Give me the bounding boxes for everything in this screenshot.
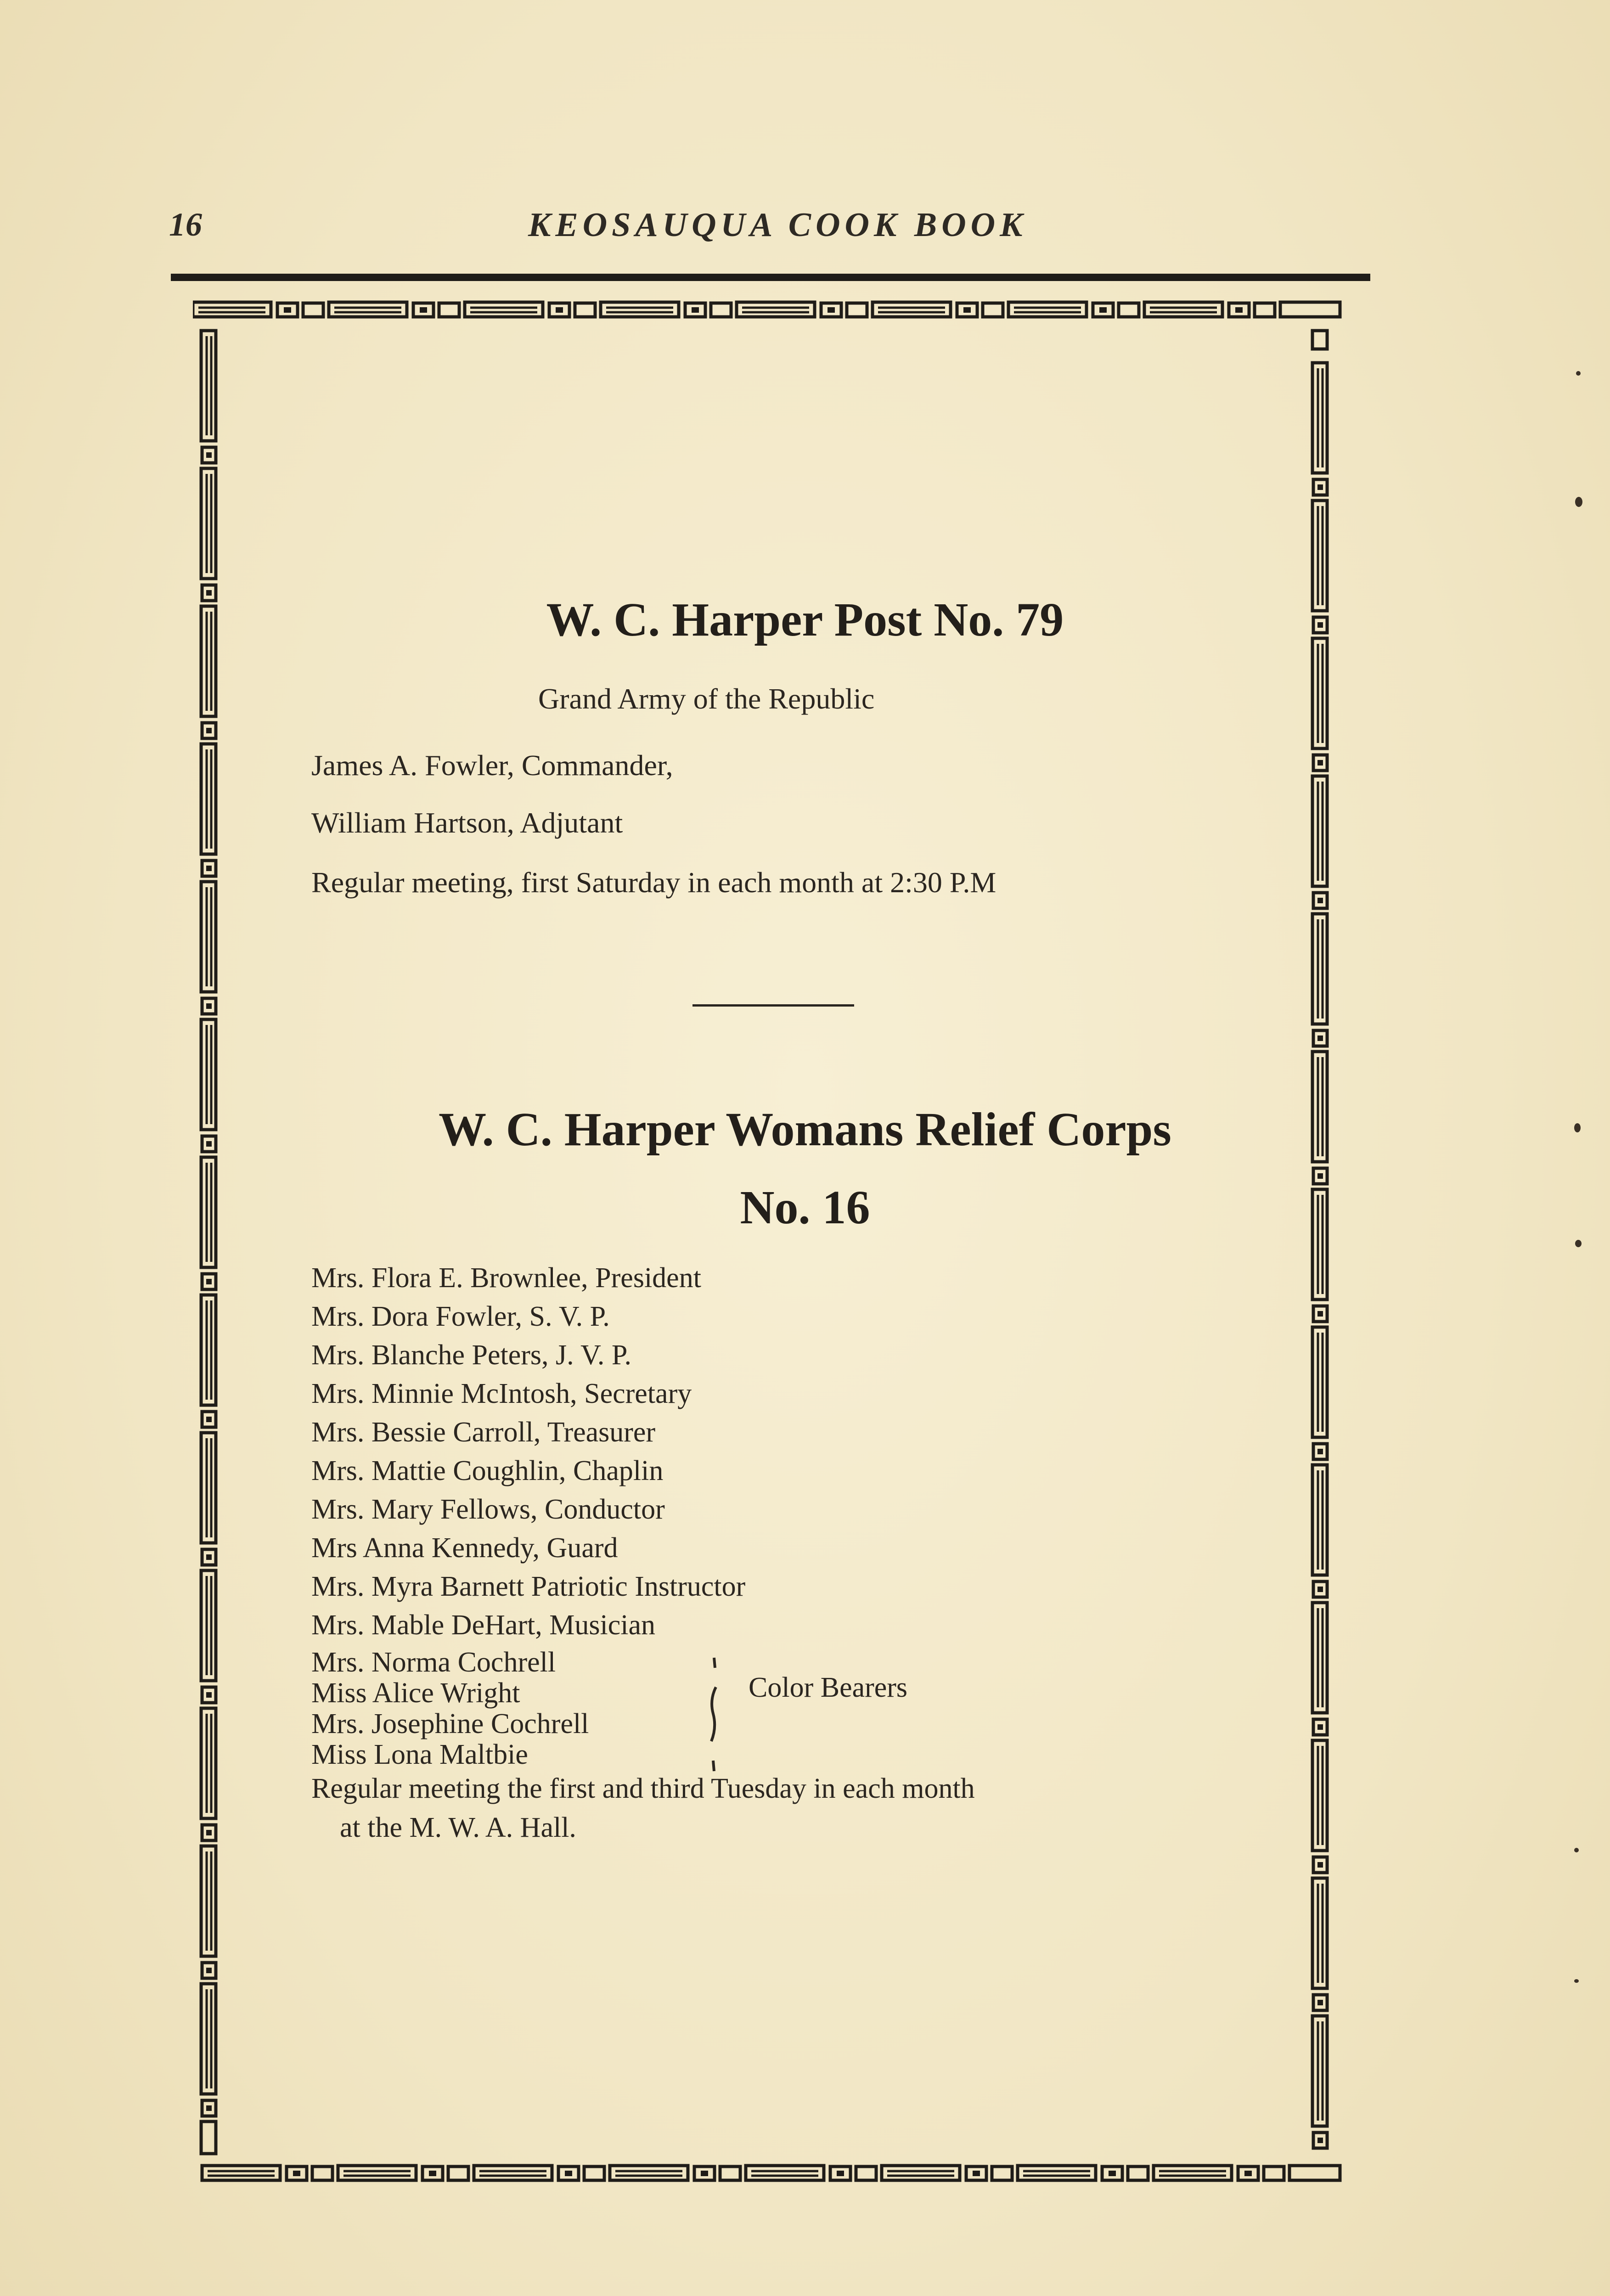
color-bearer-line: Mrs. Josephine Cochrell xyxy=(311,1708,589,1739)
color-bearers-brace xyxy=(700,1654,728,1773)
post-subtitle: Grand Army of the Republic xyxy=(538,682,875,715)
paper-speck xyxy=(1575,497,1582,507)
corps-meeting-line2: at the M. W. A. Hall. xyxy=(340,1812,576,1843)
officer-line: Mrs. Mattie Coughlin, Chaplin xyxy=(311,1455,664,1486)
post-title: W. C. Harper Post No. 79 xyxy=(546,593,1064,646)
paper-speck xyxy=(1574,1848,1579,1852)
corps-title: W. C. Harper Womans Relief Corps xyxy=(439,1103,1171,1156)
paper-speck xyxy=(1574,1123,1581,1132)
corps-meeting-line1: Regular meeting the first and third Tuesday in each month xyxy=(311,1773,975,1804)
paper-speck xyxy=(1576,371,1581,376)
section-divider xyxy=(692,1004,854,1007)
officer-line: Mrs. Blanche Peters, J. V. P. xyxy=(311,1339,631,1371)
officer-line: Mrs. Bessie Carroll, Treasurer xyxy=(311,1417,656,1448)
officer-line: Mrs Anna Kennedy, Guard xyxy=(311,1532,618,1564)
decorative-border-frame xyxy=(193,294,1345,2190)
officer-line: Mrs. Mary Fellows, Conductor xyxy=(311,1494,665,1525)
officer-line: Mrs. Mable DeHart, Musician xyxy=(311,1609,655,1641)
color-bearer-line: Miss Alice Wright xyxy=(311,1677,520,1709)
running-head: KEOSAUQUA COOK BOOK xyxy=(528,206,1027,244)
post-meeting: Regular meeting, first Saturday in each month at 2:30 P.M xyxy=(311,866,996,899)
page-number: 16 xyxy=(169,206,202,243)
color-bearer-line: Mrs. Norma Cochrell xyxy=(311,1647,556,1678)
officer-line: Mrs. Minnie McIntosh, Secretary xyxy=(311,1378,692,1409)
officer-line: Mrs. Myra Barnett Patriotic Instructor xyxy=(311,1571,746,1602)
officer-line: Mrs. Dora Fowler, S. V. P. xyxy=(311,1301,610,1332)
paper-speck xyxy=(1574,1979,1579,1983)
corps-number: No. 16 xyxy=(740,1181,870,1234)
header-rule xyxy=(171,274,1370,281)
color-bearers-label: Color Bearers xyxy=(749,1672,908,1703)
officer-line: Mrs. Flora E. Brownlee, President xyxy=(311,1262,701,1294)
color-bearer-line: Miss Lona Maltbie xyxy=(311,1739,528,1770)
post-commander: James A. Fowler, Commander, xyxy=(311,749,673,782)
paper-speck xyxy=(1575,1240,1582,1247)
post-adjutant: William Hartson, Adjutant xyxy=(311,806,623,839)
